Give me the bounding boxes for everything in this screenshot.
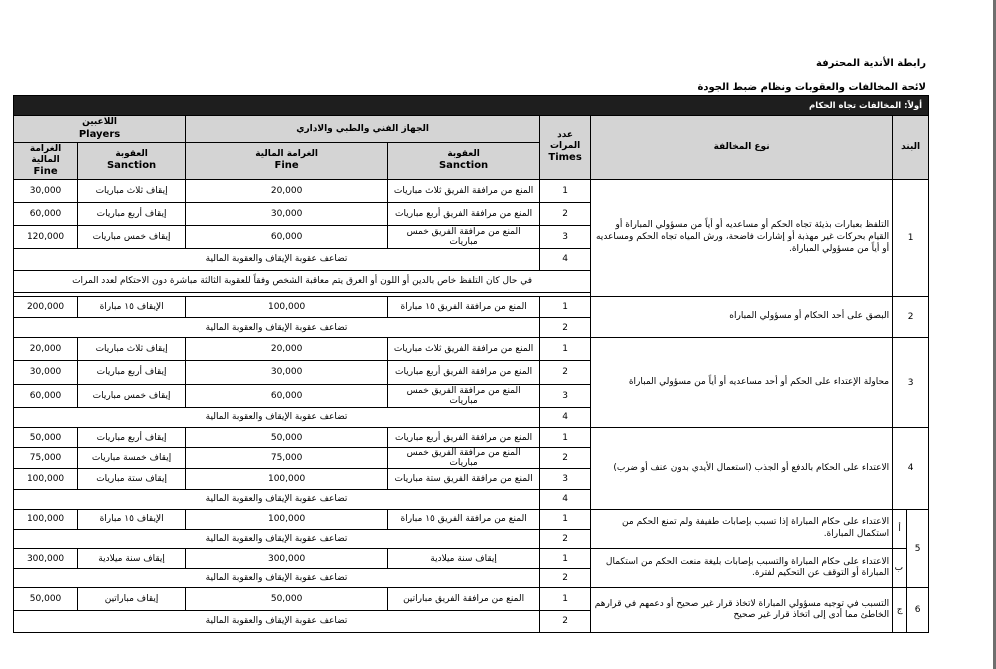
times-cell: 1 — [540, 549, 591, 569]
violation-text: الاعتداء على حكام المباراة إذا تسبب بإصابات طفيفة ولم تمنع الحكم من استكمال المباراة. — [591, 509, 893, 548]
violation-text: التسبب في توجيه مسؤولي المباراة لاتخاذ قرار غير صحيح أو دعمهم في قرارهم الخاطئ مما أدى إلى اتخاذ قرار غير صحيح — [591, 588, 893, 633]
times-cell: 1 — [540, 427, 591, 447]
staff-sanction: المنع من مرافقة الفريق ١٥ مباراة — [388, 509, 540, 529]
violation-text: محاولة الإعتداء على الحكم أو أحد مساعديه أو أياً من مسؤولي المباراة — [591, 338, 893, 428]
player-fine-header: الغرامة المالية Fine — [14, 143, 78, 179]
staff-sanction: المنع من مرافقة الفريق أربع مباريات — [388, 202, 540, 225]
times-cell: 3 — [540, 384, 591, 407]
players-ar: اللاعبين — [82, 117, 117, 128]
player-fine: 20,000 — [14, 338, 78, 361]
staff-fine: 30,000 — [186, 361, 388, 384]
staff-fine: 20,000 — [186, 338, 388, 361]
header-row-1 — [14, 116, 929, 143]
player-fine: 100,000 — [14, 509, 78, 529]
table-row — [14, 296, 929, 317]
staff-fine: 100,000 — [186, 296, 388, 317]
multiply-note: تضاعف عقوبة الإيقاف والعقوبة المالية — [14, 529, 540, 548]
violation-number: 1 — [893, 179, 929, 296]
violation-number: 6 — [907, 588, 929, 633]
staff-sanction: المنع من مرافقة الفريق ثلاث مباريات — [388, 338, 540, 361]
staff-sanction: المنع من مرافقة الفريق أربع مباريات — [388, 427, 540, 447]
times-ar: عدد المرات — [549, 129, 581, 152]
player-fine: 75,000 — [14, 448, 78, 469]
section-title: أولاً: المخالفات تجاه الحكام — [14, 96, 929, 116]
violation-number: 2 — [893, 296, 929, 337]
staff-fine: 30,000 — [186, 202, 388, 225]
staff-sanction-header: العقوبة Sanction — [388, 143, 540, 179]
players-group-header — [14, 116, 186, 143]
violation-text: البصق على أحد الحكام أو مسؤولي المباراه — [591, 296, 893, 337]
violation-text: التلفظ بعبارات بذيئة تجاه الحكم أو مساعديه أو أياً من مسؤولي المباراة أو القيام بحركات غير مهذبة أو إشارات فاضحة، ورش المياه تجاه الحكم ومساعديه أو أياً من مسؤولي المباراة. — [591, 179, 893, 296]
players-en: Players — [78, 128, 121, 140]
player-fine: 100,000 — [14, 469, 78, 489]
staff-fine: 100,000 — [186, 469, 388, 489]
times-cell: 3 — [540, 469, 591, 489]
staff-sanction: المنع من مرافقة الفريق ستة مباريات — [388, 469, 540, 489]
times-cell: 1 — [540, 338, 591, 361]
sub-letter: أ — [893, 509, 907, 548]
violation-text: الاعتداء على الحكام بالدفع أو الجذب (استعمال الأيدي بدون عنف أو ضرب) — [591, 427, 893, 509]
table-row — [14, 338, 929, 361]
player-fine: 60,000 — [14, 202, 78, 225]
violation-number: 3 — [893, 338, 929, 428]
table-row — [14, 588, 929, 610]
player-fine: 300,000 — [14, 549, 78, 569]
player-sanction-header: العقوبة Sanction — [78, 143, 186, 179]
multiply-note: تضاعف عقوبة الإيقاف والعقوبة المالية — [14, 317, 540, 337]
staff-fine: 20,000 — [186, 179, 388, 202]
times-en: Times — [548, 152, 582, 164]
multiply-note: تضاعف عقوبة الإيقاف والعقوبة المالية — [14, 489, 540, 509]
player-fine: 200,000 — [14, 296, 78, 317]
staff-fine: 100,000 — [186, 509, 388, 529]
table-row — [14, 427, 929, 447]
player-fine: 50,000 — [14, 588, 78, 610]
violation-number: 4 — [893, 427, 929, 509]
player-fine: 60,000 — [14, 384, 78, 407]
staff-sanction: المنع من مرافقة الفريق ثلاث مباريات — [388, 179, 540, 202]
player-fine: 120,000 — [14, 226, 78, 249]
player-sanction: إيقاف خمس مباريات — [78, 226, 186, 249]
player-sanction: إيقاف سنة ميلادية — [78, 549, 186, 569]
staff-fine: 60,000 — [186, 226, 388, 249]
multiply-note: تضاعف عقوبة الإيقاف والعقوبة المالية — [14, 249, 540, 270]
player-sanction: الإيقاف ١٥ مباراة — [78, 509, 186, 529]
player-sanction: إيقاف خمسة مباريات — [78, 448, 186, 469]
table-row — [14, 549, 929, 569]
col-times-header — [540, 116, 591, 180]
times-cell: 2 — [540, 448, 591, 469]
staff-fine-header: الغرامة المالية Fine — [186, 143, 388, 179]
staff-fine: 60,000 — [186, 384, 388, 407]
staff-sanction: المنع من مرافقة الفريق أربع مباريات — [388, 361, 540, 384]
player-sanction: إيقاف أربع مباريات — [78, 427, 186, 447]
violations-table — [13, 95, 929, 633]
staff-sanction: المنع من مرافقة الفريق خمس مباريات — [388, 384, 540, 407]
col-num-header: البند — [893, 116, 929, 180]
staff-sanction: المنع من مرافقة الفريق مباراتين — [388, 588, 540, 610]
player-fine: 30,000 — [14, 179, 78, 202]
religion-note: في حال كان التلفظ خاص بالدين أو اللون أو العرق يتم معاقبة الشخص وفقاً للعقوبة الثالثة مباشرة دون الاحتكام لعدد المرات — [14, 270, 591, 292]
player-sanction: إيقاف مباراتين — [78, 588, 186, 610]
times-cell: 4 — [540, 489, 591, 509]
player-sanction: إيقاف أربع مباريات — [78, 361, 186, 384]
sub-letter: ج — [893, 588, 907, 633]
multiply-note: تضاعف عقوبة الإيقاف والعقوبة المالية — [14, 407, 540, 427]
staff-fine: 300,000 — [186, 549, 388, 569]
player-sanction: إيقاف ثلاث مباريات — [78, 179, 186, 202]
player-fine: 50,000 — [14, 427, 78, 447]
times-cell: 1 — [540, 296, 591, 317]
table-row — [14, 509, 929, 529]
player-sanction: إيقاف خمس مباريات — [78, 384, 186, 407]
staff-fine: 50,000 — [186, 588, 388, 610]
times-cell: 4 — [540, 407, 591, 427]
regulation-title: لائحة المخالفات والعقوبات ونظام ضبط الجودة — [697, 82, 926, 93]
times-cell: 2 — [540, 361, 591, 384]
times-cell: 2 — [540, 610, 591, 632]
table-row — [14, 179, 929, 202]
multiply-note: تضاعف عقوبة الإيقاف والعقوبة المالية — [14, 569, 540, 588]
player-sanction: الإيقاف ١٥ مباراة — [78, 296, 186, 317]
staff-fine: 75,000 — [186, 448, 388, 469]
player-sanction: إيقاف أربع مباريات — [78, 202, 186, 225]
violation-text: الاعتداء على حكام المباراة والتسبب بإصابات بليغة منعت الحكم من استكمال المباراة أو التوقف عن التحكيم لفترة. — [591, 549, 893, 588]
staff-fine: 50,000 — [186, 427, 388, 447]
times-cell: 1 — [540, 509, 591, 529]
times-cell: 2 — [540, 569, 591, 588]
section-header-row — [14, 96, 929, 116]
player-fine: 30,000 — [14, 361, 78, 384]
multiply-note: تضاعف عقوبة الإيقاف والعقوبة المالية — [14, 610, 540, 632]
staff-sanction: المنع من مرافقة الفريق خمس مباريات — [388, 448, 540, 469]
times-cell: 2 — [540, 202, 591, 225]
violation-number: 5 — [907, 509, 929, 588]
times-cell: 1 — [540, 179, 591, 202]
times-cell: 1 — [540, 588, 591, 610]
staff-group-header: الجهاز الفني والطبي والاداري — [186, 116, 540, 143]
times-cell: 2 — [540, 317, 591, 337]
staff-sanction: إيقاف سنة ميلادية — [388, 549, 540, 569]
player-sanction: إيقاف ثلاث مباريات — [78, 338, 186, 361]
player-sanction: إيقاف ستة مباريات — [78, 469, 186, 489]
staff-sanction: المنع من مرافقة الفريق خمس مباريات — [388, 226, 540, 249]
times-cell: 3 — [540, 226, 591, 249]
times-cell: 4 — [540, 249, 591, 270]
times-cell: 2 — [540, 529, 591, 548]
league-name: رابطة الأندية المحترفة — [816, 58, 926, 69]
sub-letter: ب — [893, 549, 907, 588]
staff-sanction: المنع من مرافقة الفريق ١٥ مباراة — [388, 296, 540, 317]
col-type-header: نوع المخالفة — [591, 116, 893, 180]
